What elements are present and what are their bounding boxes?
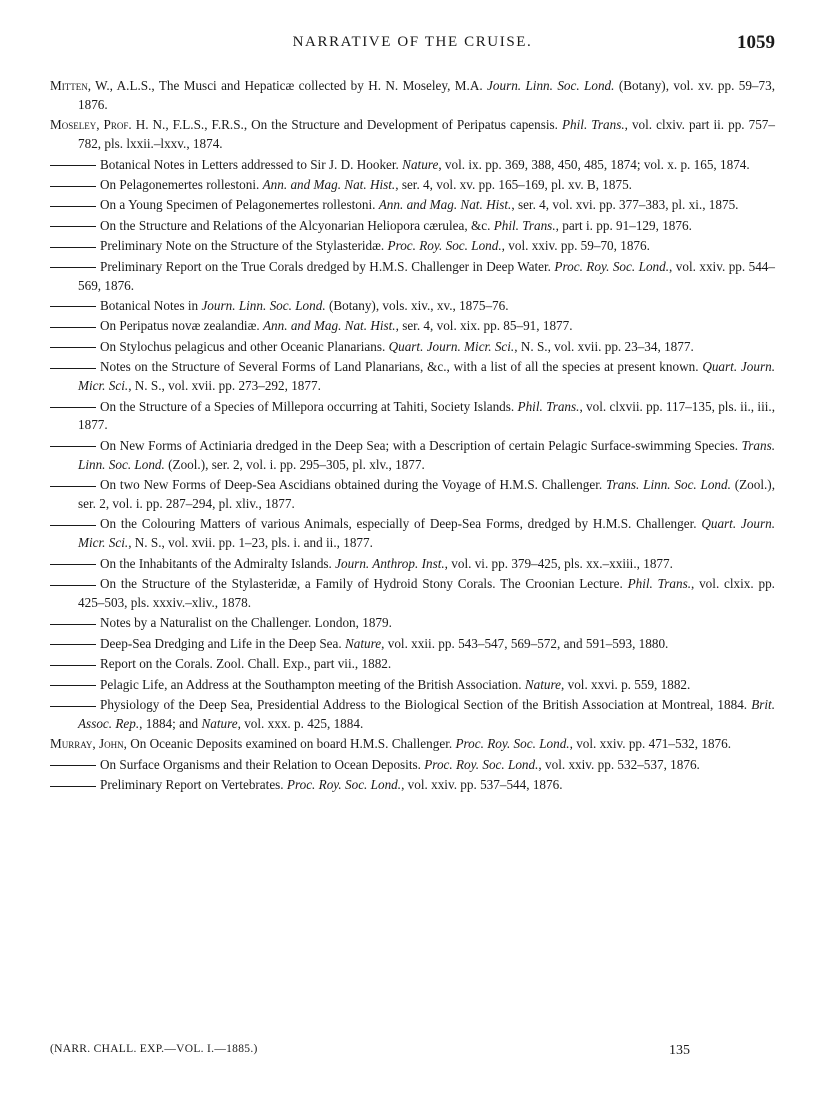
ditto-dash [50, 446, 96, 447]
bibliography-entry [50, 297, 775, 316]
ditto-dash [50, 786, 96, 787]
entry-details: , N. S., vol. xvii. pp. 273–292, 1877. [128, 378, 321, 394]
entry-details: , 1884; and [139, 716, 202, 731]
bibliography-entry [50, 515, 775, 553]
bibliography-entry [50, 476, 775, 514]
entry-title: On a Young Specimen of Pelagonemertes rollestoni. [100, 197, 379, 213]
ditto-dash [50, 306, 96, 307]
entry-title: Pelagic Life, an Address at the Southampton meeting of the British Association. [100, 676, 525, 692]
entry-journal: Journ. Linn. Soc. Lond. [487, 78, 615, 93]
entry-details: , vol. vi. pp. 379–425, pls. xx.–xxiii., 1877. [444, 555, 673, 571]
entry-title: On New Forms of Actiniaria dredged in the Deep Sea; with a Description of certain Pelagic Surface-swimming Species. [100, 437, 742, 453]
bibliography-entry [50, 756, 775, 775]
bibliography-entry [50, 156, 775, 175]
ditto-dash [50, 525, 96, 526]
entry-details: , vol. clxiv. part ii. pp. 757–782, pls. lxxii.–lxxv., 1874. [78, 117, 775, 152]
entry-title: On the Structure and Relations of the Alcyonarian Heliopora cærulea, &c. [100, 217, 494, 233]
bibliography-entry [50, 696, 775, 734]
ditto-dash [50, 486, 96, 487]
entry-title: On two New Forms of Deep-Sea Ascidians obtained during the Voyage of H.M.S. Challenger. [100, 477, 606, 493]
entry-details: , vol. xxx. p. 425, 1884. [237, 716, 364, 731]
bibliography-entry [50, 77, 775, 115]
bibliography-entry [50, 317, 775, 336]
entry-journal: Quart. Journ. Micr. Sci. [78, 516, 775, 551]
bibliography-entry [50, 676, 775, 695]
ditto-dash [50, 407, 96, 408]
entry-journal: Nature [201, 716, 238, 731]
ditto-dash [50, 368, 96, 369]
bibliography-entry [50, 437, 775, 475]
bibliography-entry [50, 358, 775, 396]
entry-details: , N. S., vol. xvii. pp. 23–34, 1877. [514, 338, 694, 354]
ditto-dash [50, 564, 96, 565]
bibliography-entry [50, 655, 775, 674]
entry-author: Mitten, W., A.L.S., [50, 78, 155, 93]
entry-journal: Nature [402, 156, 439, 172]
entry-title: On the Structure of a Species of Millepora occurring at Tahiti, Society Islands. [100, 398, 518, 414]
entry-journal: Phil. Trans. [493, 217, 556, 233]
entry-title: On the Inhabitants of the Admiralty Islands. [100, 555, 336, 571]
entry-journal: Proc. Roy. Soc. Lond. [424, 756, 539, 772]
entry-title: Botanical Notes in Letters addressed to Sir J. D. Hooker. [100, 156, 403, 172]
bibliography-list [50, 77, 775, 797]
entry-title: Deep-Sea Dredging and Life in the Deep Sea. [100, 635, 345, 651]
page-number: 1059 [737, 32, 775, 53]
series-note: (NARR. CHALL. EXP.—VOL. I.—1885.) [50, 1043, 258, 1055]
page-header [50, 34, 775, 58]
entry-title: On Oceanic Deposits examined on board H.M.S. Challenger. [126, 736, 456, 752]
ditto-dash [50, 347, 96, 348]
bibliography-entry [50, 398, 775, 436]
ditto-dash [50, 585, 96, 586]
entry-journal: Journ. Linn. Soc. Lond. [201, 297, 326, 313]
entry-journal: Phil. Trans. [517, 398, 580, 414]
bibliography-entry [50, 776, 775, 795]
entry-title: Preliminary Note on the Structure of the Stylasteridæ. [100, 238, 388, 254]
entry-title: Preliminary Report on the True Corals dredged by H.M.S. Challenger in Deep Water. [100, 258, 555, 274]
entry-journal: Nature [524, 676, 562, 692]
entry-details: (Botany), vol. xv. pp. 59–73, 1876. [78, 78, 776, 112]
ditto-dash [50, 327, 96, 328]
ditto-dash [50, 665, 96, 666]
entry-journal: Brit. Assoc. Rep. [78, 697, 775, 731]
signature-mark: 135 [669, 1043, 690, 1058]
bibliography-entry [50, 635, 775, 654]
ditto-dash [50, 226, 96, 227]
entry-details: , ser. 4, vol. xvi. pp. 377–383, pl. xi., 1875. [511, 197, 739, 213]
entry-journal: Proc. Roy. Soc. Lond. [387, 238, 502, 254]
ditto-dash [50, 765, 96, 766]
entry-journal: Ann. and Mag. Nat. Hist. [262, 318, 396, 334]
entry-journal: Quart. Journ. Micr. Sci. [388, 338, 515, 354]
ditto-dash [50, 206, 96, 207]
bibliography-entry [50, 176, 775, 195]
bibliography-entry [50, 258, 775, 296]
bibliography-entry [50, 735, 775, 754]
ditto-dash [50, 685, 96, 686]
entry-title: Report on the Corals. Zool. Chall. Exp., part vii., 1882. [100, 656, 392, 672]
bibliography-entry [50, 116, 775, 154]
ditto-dash [50, 165, 96, 166]
entry-details: , ser. 4, vol. xv. pp. 165–169, pl. xv. B, 1875. [395, 177, 632, 193]
entry-title: On Stylochus pelagicus and other Oceanic Planarians. [100, 338, 389, 354]
entry-title: On Peripatus novæ zealandiæ. [100, 318, 263, 334]
ditto-dash [50, 267, 96, 268]
entry-details: , N. S., vol. xvii. pp. 1–23, pls. i. and ii., 1877. [128, 535, 373, 551]
bibliography-entry [50, 338, 775, 357]
entry-journal: Phil. Trans. [627, 576, 691, 592]
entry-journal: Proc. Roy. Soc. Lond. [455, 736, 570, 752]
entry-details: (Zool.), ser. 2, vol. i. pp. 287–294, pl. xliv., 1877. [78, 477, 775, 512]
bibliography-entry [50, 196, 775, 215]
entry-title: On Surface Organisms and their Relation to Ocean Deposits. [100, 756, 425, 772]
entry-title: The Musci and Hepaticæ collected by H. N. Moseley, M.A. [154, 78, 488, 93]
entry-details: , vol. ix. pp. 369, 388, 450, 485, 1874; vol. x. p. 165, 1874. [438, 156, 750, 172]
entry-author: Moseley, Prof. H. N., F.L.S., F.R.S., [50, 117, 248, 133]
ditto-dash [50, 706, 96, 707]
bibliography-entry [50, 237, 775, 256]
entry-author: Murray, John, [50, 736, 127, 752]
page-footer [50, 1043, 775, 1059]
entry-title: Botanical Notes in [100, 297, 202, 313]
bibliography-entry [50, 217, 775, 236]
entry-details: , vol. xxiv. pp. 537–544, 1876. [401, 777, 563, 793]
entry-title: Physiology of the Deep Sea, Presidential Address to the Biological Section of the British Association at Montreal, 1884. [100, 697, 752, 713]
entry-details: , vol. clxvii. pp. 117–135, pls. ii., iii., 1877. [78, 398, 775, 433]
bibliography-entry [50, 614, 775, 633]
entry-journal: Journ. Anthrop. Inst. [335, 555, 445, 571]
ditto-dash [50, 247, 96, 248]
entry-details: (Botany), vols. xiv., xv., 1875–76. [325, 297, 509, 313]
entry-title: Preliminary Report on Vertebrates. [100, 777, 287, 793]
entry-details: , vol. clxix. pp. 425–503, pls. xxxiv.–xliv., 1878. [78, 576, 775, 611]
entry-title: Notes on the Structure of Several Forms of Land Planarians, &c., with a list of all the species at present known. [100, 359, 703, 375]
entry-details: , vol. xxvi. p. 559, 1882. [561, 676, 691, 692]
entry-journal: Ann. and Mag. Nat. Hist. [378, 197, 512, 213]
bibliography-entry [50, 575, 775, 613]
entry-details: , vol. xxiv. pp. 59–70, 1876. [501, 238, 650, 254]
entry-details: , ser. 4, vol. xix. pp. 85–91, 1877. [395, 318, 573, 334]
entry-title: Notes by a Naturalist on the Challenger. London, 1879. [100, 615, 392, 631]
entry-details: , vol. xxii. pp. 543–547, 569–572, and 591–593, 1880. [381, 635, 669, 651]
entry-journal: Proc. Roy. Soc. Lond. [286, 777, 402, 793]
entry-details: , part i. pp. 91–129, 1876. [555, 217, 692, 233]
ditto-dash [50, 624, 96, 625]
entry-journal: Phil. Trans. [561, 117, 625, 133]
entry-journal: Proc. Roy. Soc. Lond. [554, 258, 670, 274]
entry-journal: Ann. and Mag. Nat. Hist. [262, 177, 396, 193]
entry-title: On the Structure and Development of Peripatus capensis. [247, 117, 562, 133]
entry-details: (Zool.), ser. 2, vol. i. pp. 295–305, pl. xlv., 1877. [164, 456, 425, 472]
entry-journal: Quart. Journ. Micr. Sci. [78, 359, 775, 394]
running-title: NARRATIVE OF THE CRUISE. [292, 34, 533, 50]
entry-title: On the Colouring Matters of various Animals, especially of Deep-Sea Forms, dredged by H.M.S. Challenger. [100, 516, 702, 532]
entry-journal: Trans. Linn. Soc. Lond. [605, 477, 731, 493]
entry-title: On Pelagonemertes rollestoni. [100, 177, 263, 193]
bibliography-entry [50, 555, 775, 574]
entry-details: , vol. xxiv. pp. 532–537, 1876. [538, 756, 700, 772]
entry-title: On the Structure of the Stylasteridæ, a Family of Hydroid Stony Corals. The Croonian Lecture. [100, 576, 628, 592]
entry-journal: Trans. Linn. Soc. Lond. [78, 437, 775, 472]
entry-details: , vol. xxiv. pp. 471–532, 1876. [569, 736, 732, 752]
ditto-dash [50, 186, 96, 187]
entry-journal: Nature [344, 635, 382, 651]
entry-details: , vol. xxiv. pp. 544–569, 1876. [78, 258, 775, 293]
ditto-dash [50, 644, 96, 645]
